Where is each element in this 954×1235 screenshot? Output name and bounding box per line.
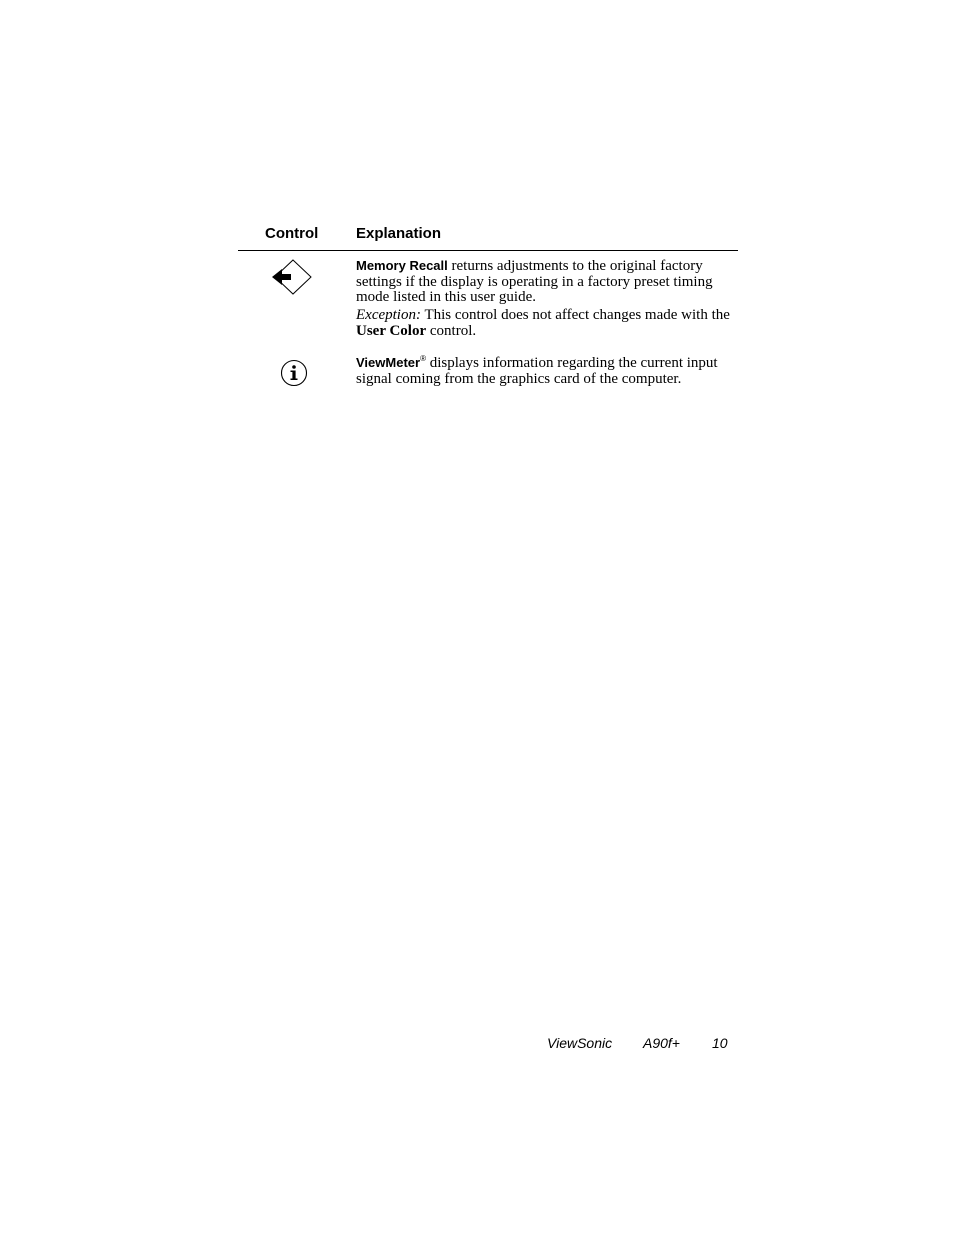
viewmeter-term: ViewMeter [356,355,421,370]
info-icon [280,359,308,387]
memory-recall-exception [356,308,740,339]
exception-text-before: This control does not affect changes made with the [420,307,730,323]
viewmeter-text: displays information regarding the current input signal coming from the graphics card of the computer. [356,355,718,387]
exception-text-after: control. [426,322,477,339]
memory-recall-text: returns adjustments to the original factory settings if the display is operating in a factory preset timing mode listed in this user guide. [356,258,713,306]
memory-recall-icon [271,259,313,295]
memory-recall-description [356,258,740,306]
user-color-term: User Color [356,322,427,339]
column-header-control: Control [265,225,319,242]
viewmeter-description [356,355,740,387]
exception-label: Exception: [356,307,421,323]
footer-model: A90f+ [643,1035,680,1051]
footer-brand: ViewSonic [547,1035,613,1051]
footer-page-number: 10 [712,1035,728,1051]
memory-recall-term: Memory Recall [356,258,448,273]
registered-mark: ® [420,354,426,363]
table-header [238,224,738,251]
column-header-explanation: Explanation [356,225,442,242]
